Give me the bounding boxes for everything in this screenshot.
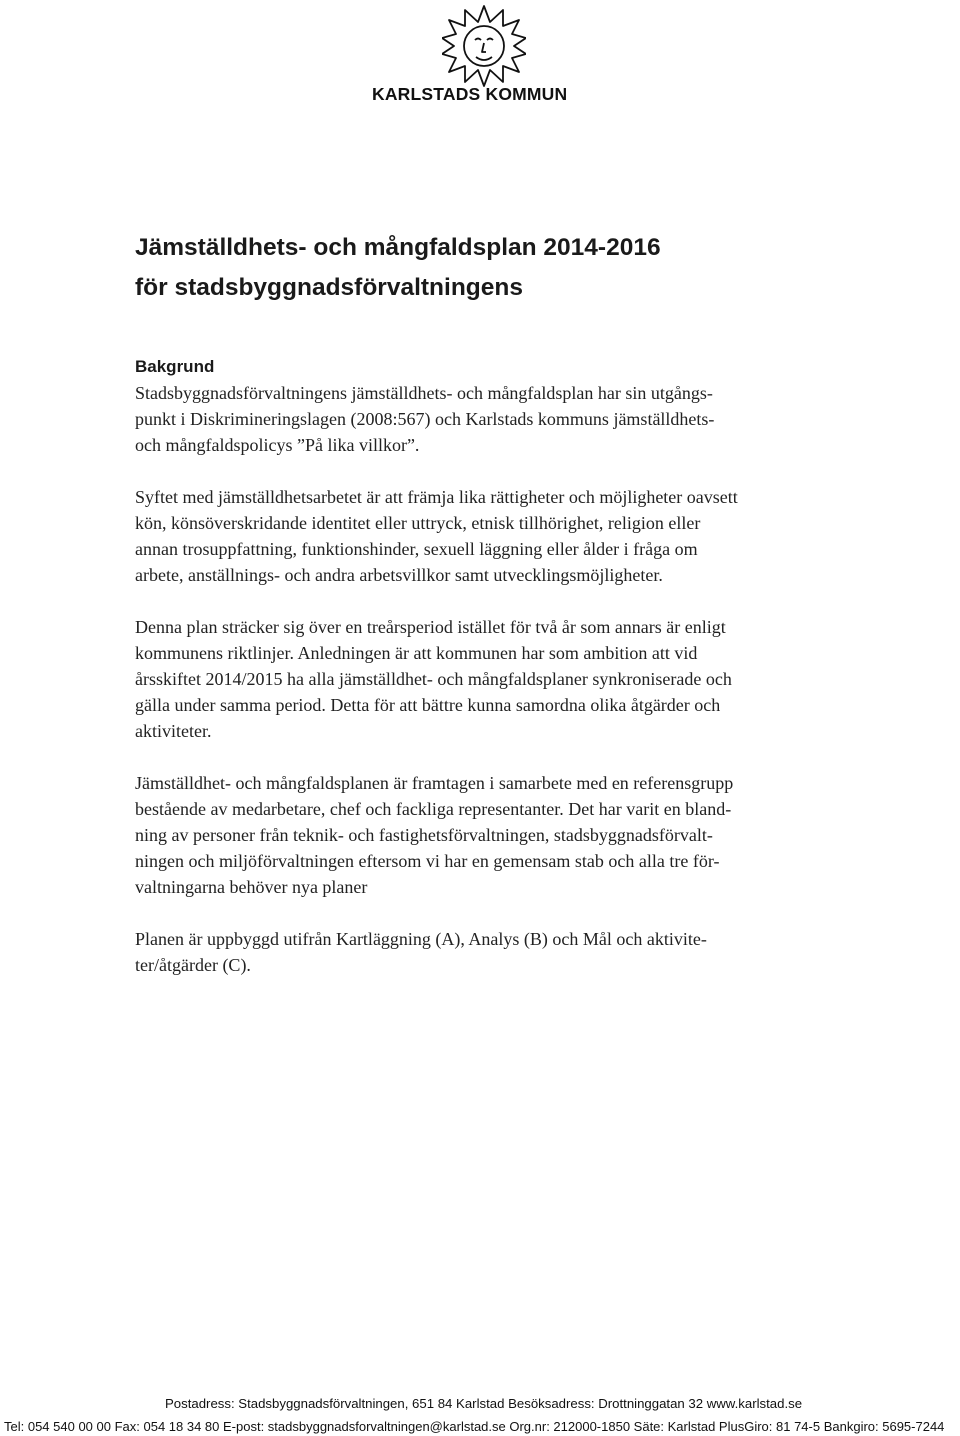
text-line: valtningarna behöver nya planer <box>135 877 368 897</box>
footer-contact: Tel: 054 540 00 00 Fax: 054 18 34 80 E-post: stadsbyggnadsforvaltningen@karlstad.se Org.nr: 212000-1850 Säte: Karlstad PlusGiro: 81 74-5 Bankgiro: 5695-7244 <box>4 1419 945 1434</box>
organization-name: KARLSTADS KOMMUN <box>372 84 568 104</box>
text-line: ter/åtgärder (C). <box>135 955 251 975</box>
document-title <box>135 228 835 308</box>
text-line: bestående av medarbetare, chef och fackliga representanter. Det har varit en bland- <box>135 799 732 819</box>
paragraph-4 <box>135 770 825 900</box>
text-line: Denna plan sträcker sig över en treårsperiod istället för två år som annars är enligt <box>135 617 726 637</box>
text-line: gälla under samma period. Detta för att bättre kunna samordna olika åtgärder och <box>135 695 721 715</box>
text-line: ning av personer från teknik- och fastighetsförvaltningen, stadsbyggnadsförvalt- <box>135 825 713 845</box>
letterhead <box>0 0 960 110</box>
paragraph-1 <box>135 380 825 458</box>
text-line: ningen och miljöförvaltningen eftersom vi har en gemensam stab och alla tre för- <box>135 851 720 871</box>
text-line: Stadsbyggnadsförvaltningens jämställdhets- och mångfaldsplan har sin utgångs- <box>135 383 713 403</box>
text-line: aktiviteter. <box>135 721 212 741</box>
section-heading: Bakgrund <box>135 357 215 376</box>
footer-address: Postadress: Stadsbyggnadsförvaltningen, 651 84 Karlstad Besöksadress: Drottninggatan 32 www.karlstad.se <box>165 1396 803 1411</box>
text-line: årsskiftet 2014/2015 ha alla jämställdhet- och mångfaldsplaner synkroniserade och <box>135 669 732 689</box>
text-line: Syftet med jämställdhetsarbetet är att främja lika rättigheter och möjligheter oavsett <box>135 487 738 507</box>
text-line: Planen är uppbyggd utifrån Kartläggning (A), Analys (B) och Mål och aktivite- <box>135 929 707 949</box>
paragraph-2 <box>135 484 825 588</box>
text-line: och mångfaldspolicys ”På lika villkor”. <box>135 435 420 455</box>
title-line-2: för stadsbyggnadsförvaltningens <box>135 274 523 301</box>
text-line: kommunens riktlinjer. Anledningen är att kommunen har som ambition att vid <box>135 643 698 663</box>
text-line: annan trosuppfattning, funktionshinder, sexuell läggning eller ålder i fråga om <box>135 539 698 559</box>
sun-logo-icon <box>442 4 526 88</box>
text-line: Jämställdhet- och mångfaldsplanen är framtagen i samarbete med en referensgrupp <box>135 773 734 793</box>
text-line: kön, könsöverskridande identitet eller uttryck, etnisk tillhörighet, religion eller <box>135 513 701 533</box>
paragraph-3 <box>135 614 825 744</box>
document-body <box>135 354 825 978</box>
text-line: punkt i Diskrimineringslagen (2008:567) och Karlstads kommuns jämställdhets- <box>135 409 715 429</box>
paragraph-5 <box>135 926 825 978</box>
text-line: arbete, anställnings- och andra arbetsvillkor samt utvecklingsmöjligheter. <box>135 565 663 585</box>
title-line-1: Jämställdhets- och mångfaldsplan 2014-2016 <box>135 234 661 261</box>
